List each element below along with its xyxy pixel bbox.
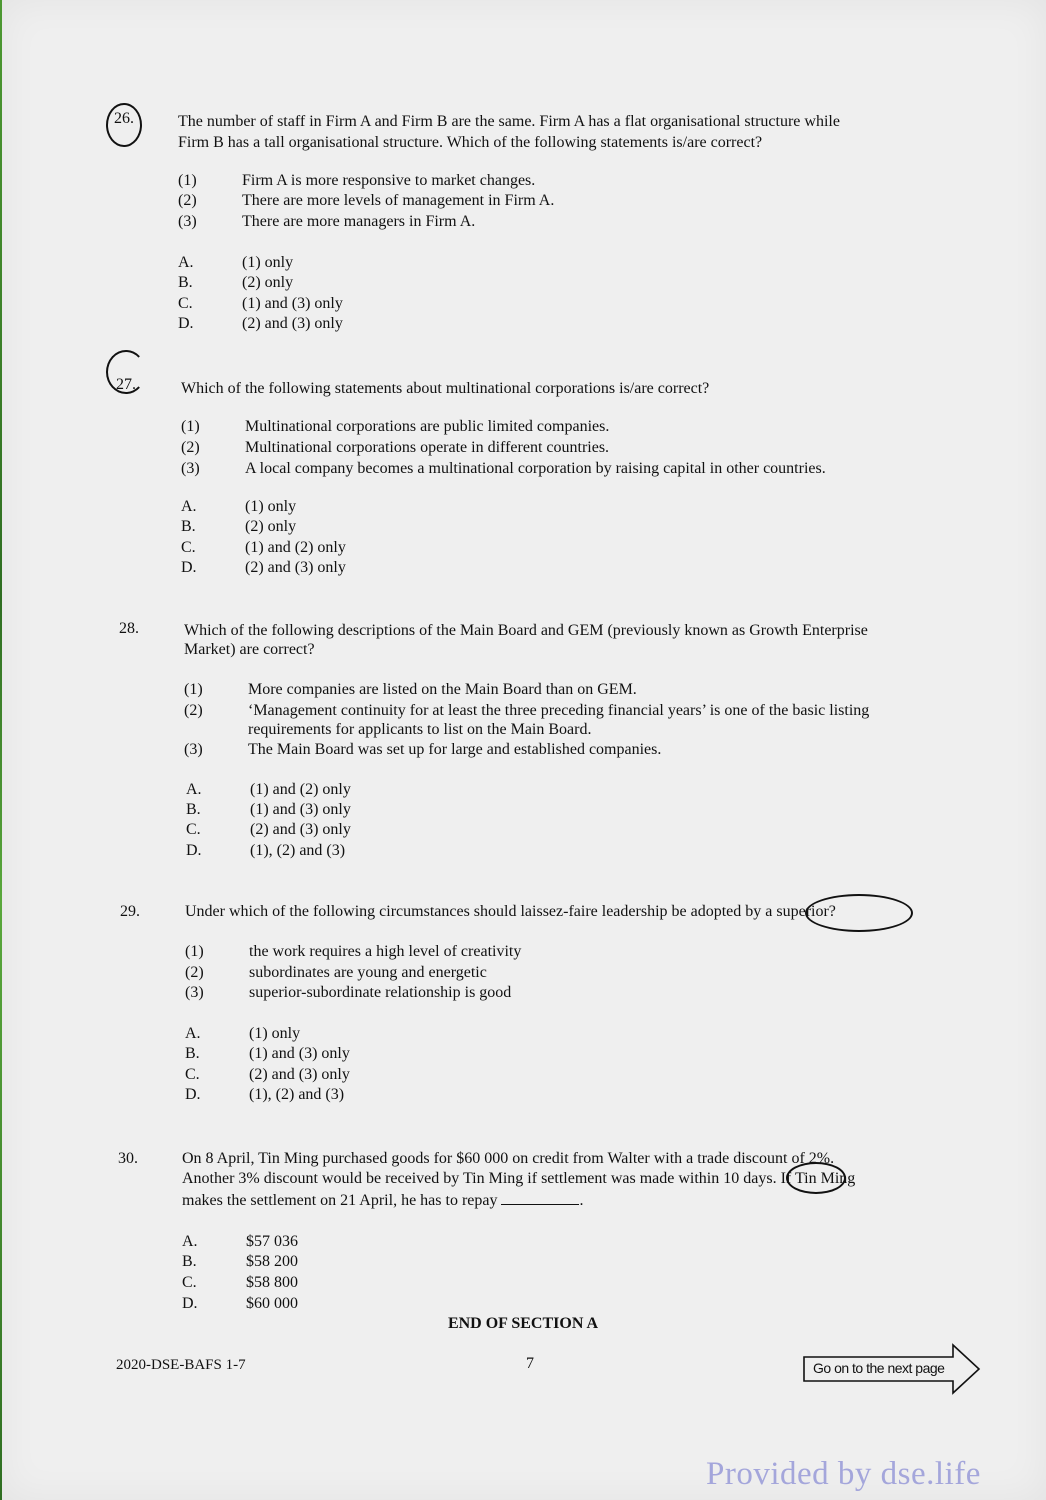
answer-blank: [501, 1190, 579, 1205]
next-page-arrow: [803, 1343, 981, 1395]
question-stem: On 8 April, Tin Ming purchased goods for $60 000 on credit from Walter with a trade discount of 2%.: [182, 1150, 835, 1167]
question-stem: Which of the following descriptions of the Main Board and GEM (previously known as Growth Enterprise: [184, 622, 868, 639]
question-stem: Firm B has a tall organisational structure. Which of the following statements is/are correct?: [178, 134, 763, 151]
next-page-label: Go on to the next page: [813, 1360, 945, 1376]
question-number: 30.: [118, 1150, 138, 1167]
question-stem: Another 3% discount would be received by Tin Ming if settlement was made within 10 days. If Tin Ming: [182, 1170, 856, 1187]
question-number: 28.: [119, 620, 139, 637]
annotation-circle: [805, 894, 913, 932]
annotation-circle: [786, 1162, 846, 1194]
question-stem: Which of the following statements about multinational corporations is/are correct?: [181, 380, 710, 397]
question-number: 27.: [116, 376, 136, 393]
question-stem-end: .: [579, 1192, 584, 1209]
section-end-heading: END OF SECTION A: [447, 1315, 599, 1332]
paper-code: 2020-DSE-BAFS 1-7: [116, 1357, 246, 1373]
question-number: 29.: [120, 903, 140, 920]
question-stem: Under which of the following circumstances should laissez-faire leadership be adopted by a superior?: [185, 903, 836, 920]
question-stem-text: makes the settlement on 21 April, he has to repay: [182, 1192, 498, 1209]
question-stem: Market) are correct?: [184, 641, 315, 658]
watermark: Provided by dse.life: [706, 1456, 981, 1492]
question-stem: [182, 1190, 583, 1211]
question-number: 26.: [114, 110, 134, 127]
page-number: 7: [526, 1355, 534, 1372]
question-stem: The number of staff in Firm A and Firm B are the same. Firm A has a flat organisational structure while: [178, 113, 840, 130]
